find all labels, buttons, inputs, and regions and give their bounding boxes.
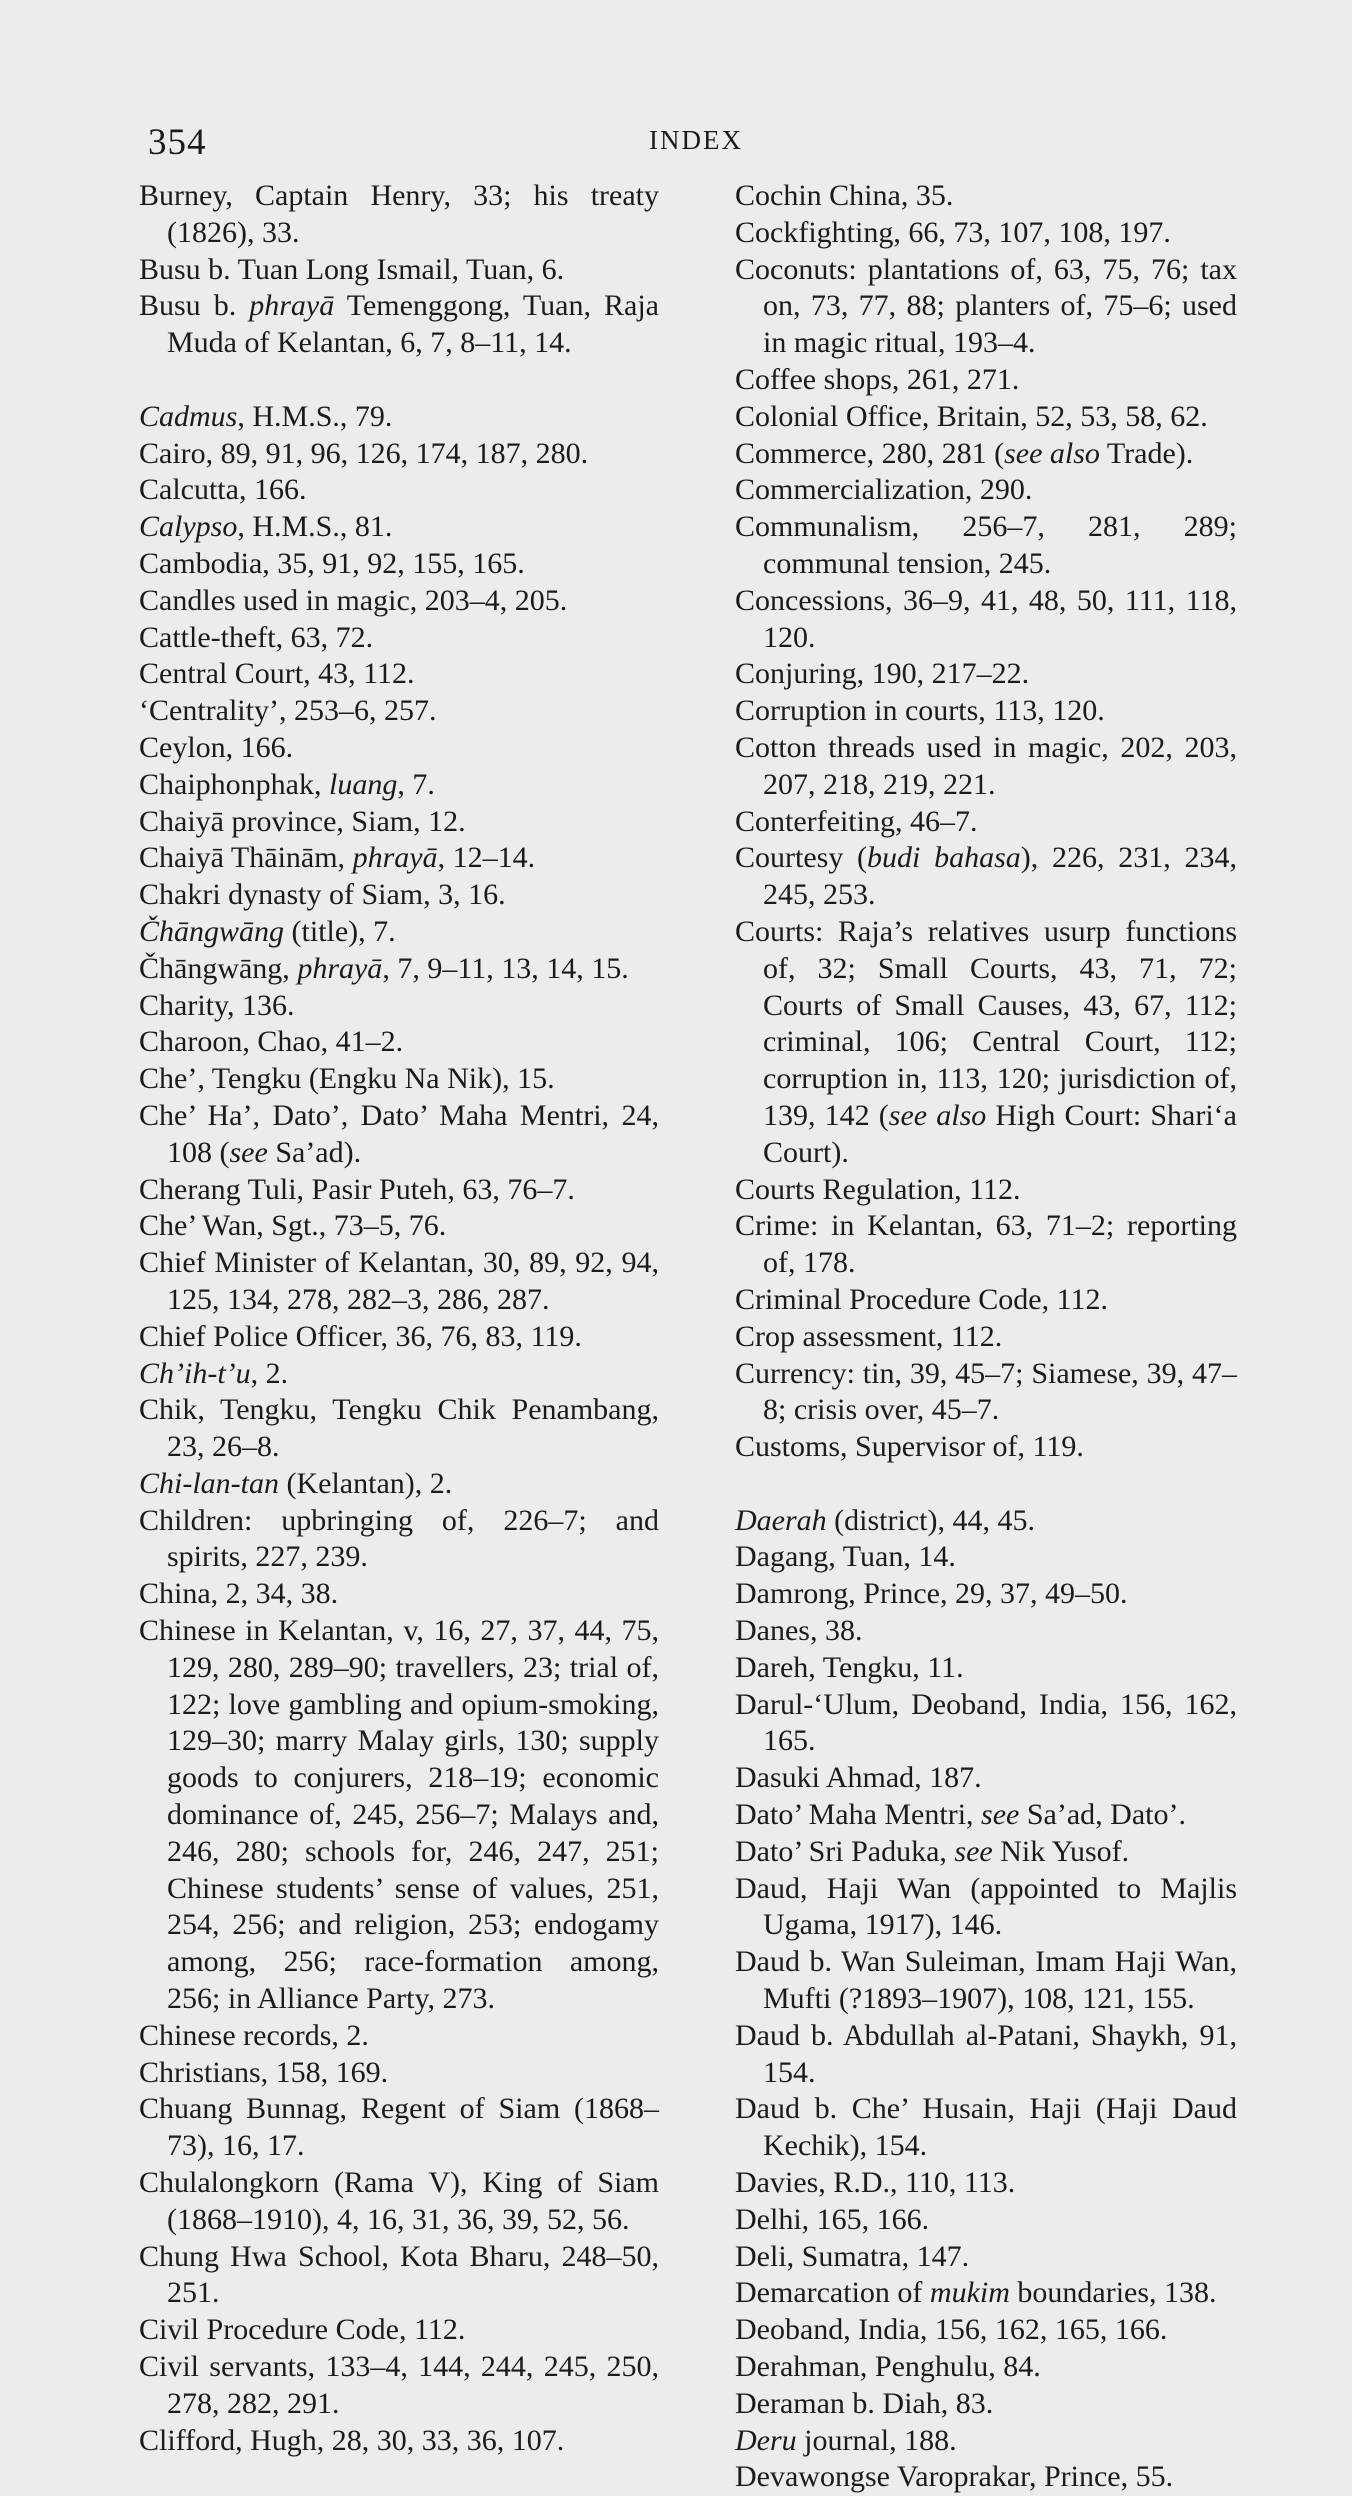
- index-entry: Deli, Sumatra, 147.: [735, 2239, 970, 2273]
- index-entry: Chuang Bunnag, Regent of Siam (1868–73), 16, 17.: [139, 2092, 659, 2163]
- index-entry: Chung Hwa School, Kota Bharu, 248–50, 251.: [139, 2239, 659, 2310]
- index-entry: Civil Procedure Code, 112.: [139, 2313, 466, 2347]
- running-head: INDEX: [649, 125, 743, 155]
- index-entry: Conjuring, 190, 217–22.: [735, 657, 1030, 691]
- index-entry: Charoon, Chao, 41–2.: [139, 1025, 404, 1059]
- index-entry: Daud b. Che’ Husain, Haji (Haji Daud Kechik), 154.: [735, 2092, 1237, 2163]
- index-entry: Deraman b. Diah, 83.: [735, 2386, 994, 2420]
- index-entry: Chik, Tengku, Tengku Chik Penambang, 23, 26–8.: [139, 1393, 659, 1464]
- index-entry: Dareh, Tengku, 11.: [735, 1650, 964, 1684]
- index-entry: Criminal Procedure Code, 112.: [735, 1282, 1108, 1316]
- index-entry: Charity, 136.: [139, 988, 295, 1022]
- index-entry: Coconuts: plantations of, 63, 75, 76; tax on, 73, 77, 88; planters of, 75–6; used in magic ritual, 193–4.: [735, 252, 1237, 360]
- index-entry: Currency: tin, 39, 45–7; Siamese, 39, 47–8; crisis over, 45–7.: [735, 1356, 1237, 1427]
- index-entry: Dato’ Maha Mentri, see Sa’ad, Dato’.: [735, 1798, 1186, 1832]
- index-entry: Clifford, Hugh, 28, 30, 33, 36, 107.: [139, 2423, 565, 2457]
- index-entry: Conterfeiting, 46–7.: [735, 804, 978, 838]
- index-entry: Central Court, 43, 112.: [139, 657, 415, 691]
- index-entry: Courtesy (budi bahasa), 226, 231, 234, 245, 253.: [735, 841, 1237, 912]
- index-entry: Commercialization, 290.: [735, 473, 1033, 507]
- index-entry: Daud, Haji Wan (appointed to Majlis Ugama, 1917), 146.: [735, 1871, 1237, 1942]
- index-entry: Civil servants, 133–4, 144, 244, 245, 250, 278, 282, 291.: [139, 2350, 659, 2420]
- index-entry: Crime: in Kelantan, 63, 71–2; reporting of, 178.: [735, 1209, 1237, 1280]
- index-entry: Courts: Raja’s relatives usurp functions of, 32; Small Courts, 43, 71, 72; Courts of Small Causes, 43, 67, 112; criminal, 106; Central Court, 112; corruption in, 113, 120; jurisdiction of, 139, 142 (see also High Court: Shari‘a Court).: [735, 914, 1237, 1169]
- index-entry: Cambodia, 35, 91, 92, 155, 165.: [139, 546, 525, 580]
- index-entry: Customs, Supervisor of, 119.: [735, 1430, 1084, 1464]
- index-entry: Chaiphonphak, luang, 7.: [139, 767, 435, 801]
- index-entry: Burney, Captain Henry, 33; his treaty (1826), 33.: [139, 179, 659, 249]
- index-entry: Cairo, 89, 91, 96, 126, 174, 187, 280.: [139, 436, 589, 470]
- index-entry: Chinese records, 2.: [139, 2018, 369, 2052]
- index-entry: Che’, Tengku (Engku Na Nik), 15.: [139, 1062, 555, 1096]
- index-entry: China, 2, 34, 38.: [139, 1577, 339, 1611]
- index-entry: Daerah (district), 44, 45.: [735, 1503, 1035, 1537]
- index-entry: Christians, 158, 169.: [139, 2055, 389, 2089]
- index-entry: Dato’ Sri Paduka, see Nik Yusof.: [735, 1834, 1130, 1868]
- index-entry: Delhi, 165, 166.: [735, 2202, 930, 2236]
- index-entry: Communalism, 256–7, 281, 289; communal tension, 245.: [735, 510, 1237, 580]
- index-entry: Busu b. Tuan Long Ismail, Tuan, 6.: [139, 252, 565, 286]
- index-entry: Cadmus, H.M.S., 79.: [139, 399, 393, 433]
- index-entry: Danes, 38.: [735, 1614, 863, 1648]
- index-entry: Deru journal, 188.: [735, 2423, 957, 2457]
- index-column-right: [735, 178, 1237, 2496]
- page-number: 354: [148, 122, 207, 163]
- index-entry: Corruption in courts, 113, 120.: [735, 694, 1105, 728]
- index-entry: Chakri dynasty of Siam, 3, 16.: [139, 878, 506, 912]
- index-entry: Che’ Ha’, Dato’, Dato’ Maha Mentri, 24, 108 (see Sa’ad).: [139, 1098, 659, 1169]
- index-entry: Concessions, 36–9, 41, 48, 50, 111, 118, 120.: [735, 583, 1237, 654]
- index-entry: Calypso, H.M.S., 81.: [139, 510, 393, 544]
- index-entry: Cattle-theft, 63, 72.: [139, 620, 374, 654]
- index-entry: Deoband, India, 156, 162, 165, 166.: [735, 2313, 1168, 2347]
- index-column-left: [139, 178, 659, 2459]
- index-entry: Derahman, Penghulu, 84.: [735, 2350, 1041, 2384]
- index-entry: Chaiyā Thāinām, phrayā, 12–14.: [139, 841, 536, 875]
- index-entry: Čhāngwāng (title), 7.: [139, 914, 396, 948]
- index-entry: Cotton threads used in magic, 202, 203, 207, 218, 219, 221.: [735, 730, 1237, 801]
- index-entry: Chulalongkorn (Rama V), King of Siam (1868–1910), 4, 16, 31, 36, 39, 52, 56.: [139, 2166, 659, 2236]
- index-entry: Commerce, 280, 281 (see also Trade).: [735, 436, 1194, 470]
- index-entry: Cherang Tuli, Pasir Puteh, 63, 76–7.: [139, 1172, 575, 1206]
- index-entry: Che’ Wan, Sgt., 73–5, 76.: [139, 1209, 447, 1243]
- index-entry: Demarcation of mukim boundaries, 138.: [735, 2276, 1217, 2310]
- index-entry: Chi-lan-tan (Kelantan), 2.: [139, 1466, 453, 1500]
- index-entry: Chief Police Officer, 36, 76, 83, 119.: [139, 1319, 582, 1353]
- index-entry: Candles used in magic, 203–4, 205.: [139, 583, 568, 617]
- index-entry: Daud b. Wan Suleiman, Imam Haji Wan, Mufti (?1893–1907), 108, 121, 155.: [735, 1945, 1237, 2016]
- index-entry: Chaiyā province, Siam, 12.: [139, 804, 466, 838]
- index-entry: Daud b. Abdullah al-Patani, Shaykh, 91, 154.: [735, 2018, 1237, 2089]
- index-entry: Coffee shops, 261, 271.: [735, 362, 1020, 396]
- index-entry: Colonial Office, Britain, 52, 53, 58, 62.: [735, 399, 1208, 433]
- index-entry: Dasuki Ahmad, 187.: [735, 1761, 982, 1795]
- index-entry: Cochin China, 35.: [735, 179, 954, 212]
- index-entry: Chinese in Kelantan, v, 16, 27, 37, 44, 75, 129, 280, 289–90; travellers, 23; trial of, 122; love gambling and opium-smoking, 129–30; marry Malay girls, 130; supply goods to conjurers, 218–19; economic dominance of, 245, 256–7; Malays and, 246, 280; schools for, 246, 247, 251; Chinese students’ sense of values, 251, 254, 256; and religion, 253; endogamy among, 256; race-formation among, 256; in Alliance Party, 273.: [139, 1614, 659, 2016]
- index-entry: Courts Regulation, 112.: [735, 1172, 1021, 1206]
- index-entry: ‘Centrality’, 253–6, 257.: [139, 694, 437, 728]
- index-entry: Darul-‘Ulum, Deoband, India, 156, 162, 165.: [735, 1687, 1237, 1758]
- index-entry: Davies, R.D., 110, 113.: [735, 2166, 1016, 2200]
- index-entry: Ceylon, 166.: [139, 730, 294, 764]
- index-entry: Dagang, Tuan, 14.: [735, 1540, 956, 1574]
- index-entry: Children: upbringing of, 226–7; and spirits, 227, 239.: [139, 1503, 659, 1574]
- index-entry: Calcutta, 166.: [139, 473, 307, 507]
- index-entry: Busu b. phrayā Temenggong, Tuan, Raja Muda of Kelantan, 6, 7, 8–11, 14.: [139, 289, 659, 360]
- index-entry: Damrong, Prince, 29, 37, 49–50.: [735, 1577, 1128, 1611]
- index-entry: Devawongse Varoprakar, Prince, 55.: [735, 2460, 1174, 2494]
- index-entry: Cockfighting, 66, 73, 107, 108, 197.: [735, 215, 1171, 249]
- index-entry: Chief Minister of Kelantan, 30, 89, 92, 94, 125, 134, 278, 282–3, 286, 287.: [139, 1246, 659, 1316]
- index-entry: Ch’ih-t’u, 2.: [139, 1356, 289, 1390]
- index-entry: Crop assessment, 112.: [735, 1319, 1003, 1353]
- index-entry: Čhāngwāng, phrayā, 7, 9–11, 13, 14, 15.: [139, 951, 629, 985]
